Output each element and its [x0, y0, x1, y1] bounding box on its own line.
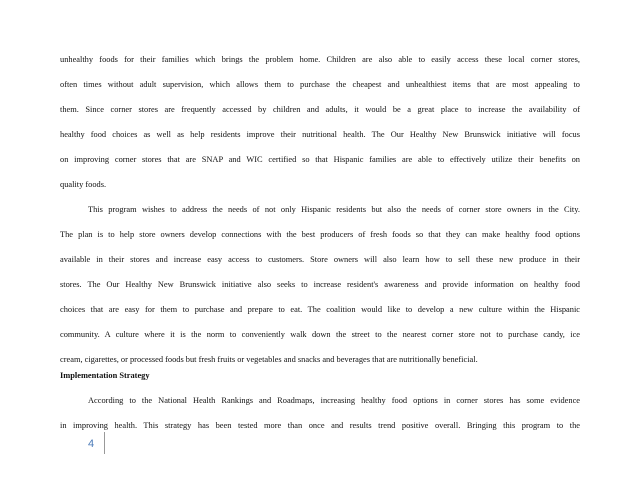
body-text-line: on improving corner stores that are SNAP and WIC certified so that Hispanic families are able to effectively utilize their benefits on	[60, 155, 580, 164]
body-text-line: available in their stores and increase easy access to customers. Store owners will also learn how to sell these new produce in their	[60, 255, 580, 264]
body-text-line: often times without adult supervision, which allows them to purchase the cheapest and unhealthiest items that are most appealing to	[60, 80, 580, 89]
body-text-line: in improving health. This strategy has been tested more than once and results trend positive overall. Bringing this program to the	[60, 421, 580, 430]
body-text-line: them. Since corner stores are frequently accessed by children and adults, it would be a great place to increase the availability of	[60, 105, 580, 114]
body-text-line: community. A culture where it is the norm to conveniently walk down the street to the nearest corner store not to purchase candy, ice	[60, 330, 580, 339]
body-text-line: stores. The Our Healthy New Brunswick initiative also seeks to increase resident's awareness and provide information on healthy food	[60, 280, 580, 289]
body-text-line: quality foods.	[60, 180, 107, 189]
body-text-line: The plan is to help store owners develop connections with the best producers of fresh foods so that they can make healthy food options	[60, 230, 580, 239]
section-heading: Implementation Strategy	[60, 371, 150, 380]
footer-divider	[104, 432, 105, 454]
paragraph-first-line: According to the National Health Rankings and Roadmaps, increasing healthy food options in corner stores has some evidence	[88, 396, 580, 405]
page-number: 4	[88, 438, 95, 450]
body-text-line: choices that are easy for them to purchase and prepare to eat. The coalition would like to develop a new culture within the Hispanic	[60, 305, 580, 314]
paragraph-first-line: This program wishes to address the needs of not only Hispanic residents but also the needs of corner store owners in the City.	[88, 205, 580, 214]
body-text-line: unhealthy foods for their families which brings the problem home. Children are also able to easily access these local corner stores,	[60, 55, 580, 64]
body-text-line: cream, cigarettes, or processed foods but fresh fruits or vegetables and snacks and beverages that are nutritionally beneficial.	[60, 355, 478, 364]
body-text-line: healthy food choices as well as help residents improve their nutritional health. The Our Healthy New Brunswick initiative will focus	[60, 130, 580, 139]
